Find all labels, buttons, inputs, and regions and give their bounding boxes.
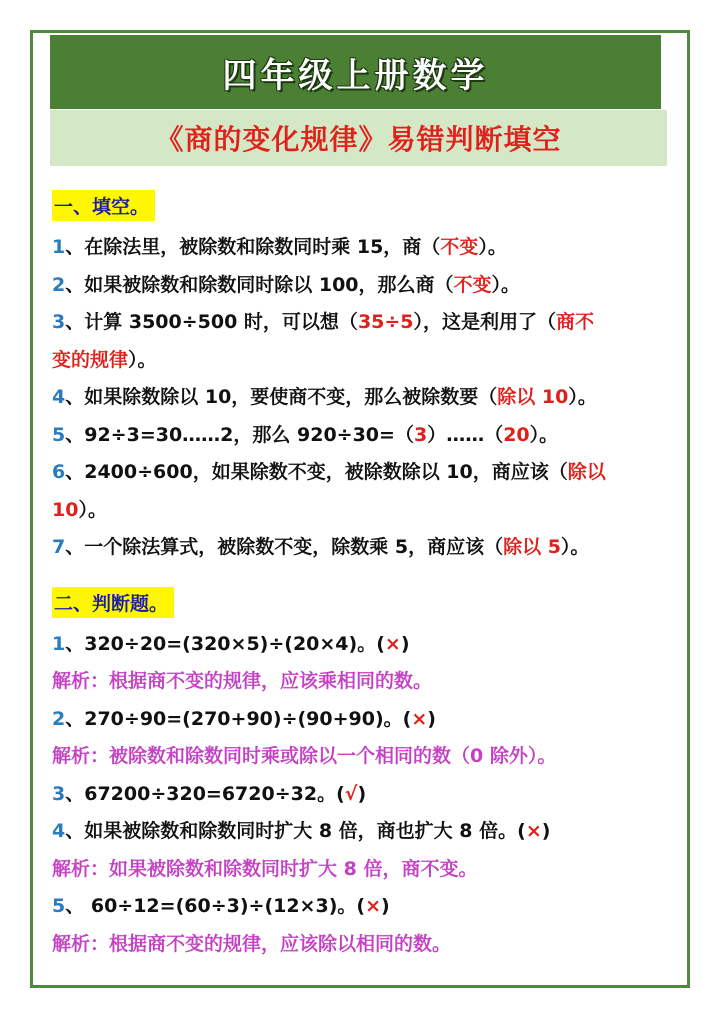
item-text: 、2400÷600，如果除数不变，被除数除以 10，商应该（ bbox=[65, 461, 568, 483]
item-text: 、计算 3500÷500 时，可以想（ bbox=[65, 311, 358, 333]
item-number: 2 bbox=[52, 707, 66, 730]
judge-item-5 bbox=[52, 888, 677, 926]
fill-item-7 bbox=[52, 529, 677, 567]
item-text: 、320÷20=(320×5)÷(20×4)。( bbox=[65, 632, 385, 655]
item-number: 5 bbox=[52, 895, 66, 917]
fill-item-5 bbox=[52, 417, 677, 455]
page-subtitle: 《商的变化规律》易错判断填空 bbox=[155, 123, 562, 156]
section-gap bbox=[52, 567, 677, 587]
cross-mark-icon: × bbox=[365, 895, 381, 917]
item-text-end: ）。 bbox=[478, 236, 507, 258]
item-number: 1 bbox=[52, 632, 66, 655]
item-text: 、67200÷320=6720÷32。( bbox=[65, 782, 345, 805]
item-text: 、 60÷12=(60÷3)÷(12×3)。( bbox=[65, 895, 366, 917]
item-text-end: ) bbox=[357, 782, 367, 805]
item-number: 7 bbox=[52, 536, 66, 558]
analysis-5: 解析：根据商不变的规律，应该除以相同的数。 bbox=[52, 932, 452, 955]
item-answer: 除以 10 bbox=[497, 386, 569, 408]
item-text-end: ) bbox=[541, 820, 551, 842]
fill-item-3 bbox=[52, 304, 677, 379]
title-banner bbox=[50, 35, 661, 109]
item-answer: 3 bbox=[413, 423, 428, 446]
item-number: 1 bbox=[52, 236, 66, 258]
item-text: 、92÷3=30……2，那么 920÷30=（ bbox=[65, 423, 414, 446]
item-text-end: ）。 bbox=[78, 498, 107, 521]
item-number: 2 bbox=[52, 273, 66, 296]
item-number: 3 bbox=[52, 311, 66, 333]
item-answer: 商不 bbox=[556, 311, 595, 333]
check-mark-icon: √ bbox=[344, 782, 358, 805]
judge-item-3 bbox=[52, 776, 677, 814]
cross-mark-icon: × bbox=[384, 632, 401, 655]
analysis-1: 解析：根据商不变的规律，应该乘相同的数。 bbox=[52, 670, 433, 692]
item-number: 6 bbox=[52, 461, 66, 483]
content bbox=[52, 190, 677, 963]
judge-item-4 bbox=[52, 813, 677, 851]
item-number: 5 bbox=[52, 423, 66, 446]
section-heading-fill: 一、填空。 bbox=[52, 190, 155, 221]
analysis-2: 解析：被除数和除数同时乘或除以一个相同的数（0 除外）。 bbox=[52, 745, 557, 767]
fill-item-6 bbox=[52, 454, 677, 529]
item-number: 4 bbox=[52, 386, 66, 408]
item-text: 、如果被除数和除数同时扩大 8 倍，商也扩大 8 倍。( bbox=[65, 820, 526, 842]
item-text-end: ）。 bbox=[128, 348, 157, 371]
item-answer: 不变 bbox=[453, 273, 492, 296]
item-text-end: ）。 bbox=[529, 423, 559, 446]
item-number: 4 bbox=[52, 820, 66, 842]
item-text: 、一个除法算式，被除数不变，除数乘 5，商应该（ bbox=[65, 536, 504, 558]
item-answer: 20 bbox=[503, 423, 530, 446]
fill-item-2 bbox=[52, 267, 677, 305]
page-title: 四年级上册数学 bbox=[222, 55, 489, 96]
item-text-end: ) bbox=[400, 632, 410, 655]
section-heading-judge: 二、判断题。 bbox=[52, 587, 174, 618]
item-text-end: ）。 bbox=[568, 386, 597, 408]
item-answer: 10 bbox=[52, 498, 79, 521]
item-number: 3 bbox=[52, 782, 66, 805]
item-text: 、270÷90=(270+90)÷(90+90)。( bbox=[65, 707, 412, 730]
item-text: 、在除法里，被除数和除数同时乘 15，商（ bbox=[65, 236, 441, 258]
analysis-4: 解析：如果被除数和除数同时扩大 8 倍，商不变。 bbox=[52, 857, 478, 880]
item-text: 、如果被除数和除数同时除以 100，那么商（ bbox=[65, 273, 454, 296]
item-text-mid: ）……（ bbox=[427, 423, 504, 446]
item-text-end: ) bbox=[427, 707, 436, 730]
judge-item-1 bbox=[52, 626, 677, 664]
item-text-mid: ），这是利用了（ bbox=[413, 311, 557, 333]
fill-item-1 bbox=[52, 229, 677, 267]
judge-item-2 bbox=[52, 701, 677, 739]
item-text-end: ）。 bbox=[560, 536, 590, 558]
cross-mark-icon: × bbox=[525, 820, 542, 842]
item-answer: 除以 bbox=[567, 461, 606, 483]
fill-item-4 bbox=[52, 379, 677, 417]
item-answer: 35÷5 bbox=[357, 311, 414, 333]
subtitle-banner bbox=[50, 110, 667, 166]
item-text-end: ) bbox=[381, 895, 390, 917]
item-answer: 不变 bbox=[440, 236, 479, 258]
item-text-end: ）。 bbox=[491, 273, 521, 296]
item-answer: 除以 5 bbox=[503, 536, 561, 558]
item-answer: 变的规律 bbox=[52, 348, 129, 371]
cross-mark-icon: × bbox=[411, 707, 428, 730]
item-text: 、如果除数除以 10，要使商不变，那么被除数要（ bbox=[65, 386, 498, 408]
